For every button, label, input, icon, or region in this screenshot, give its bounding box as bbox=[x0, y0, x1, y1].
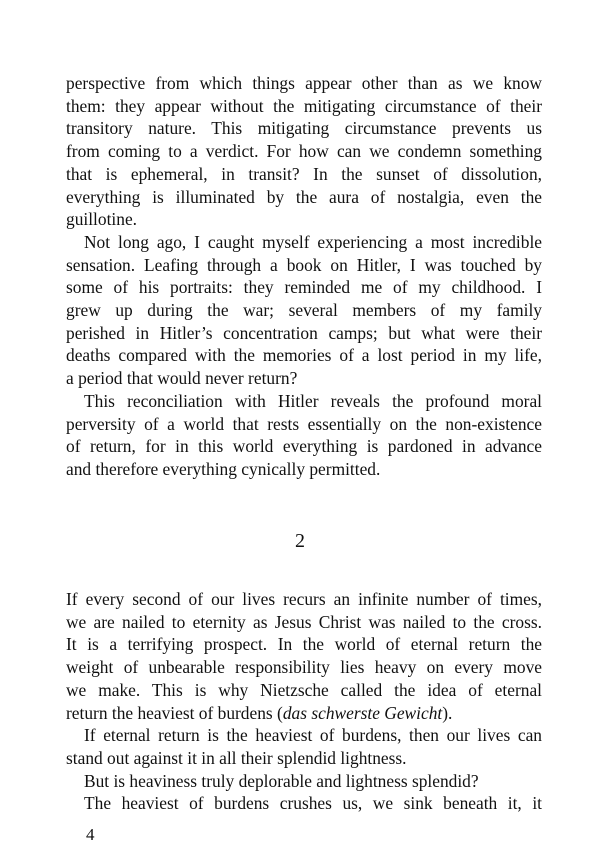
text-line: weight of unbearable responsibility lies heavy on every move bbox=[66, 657, 542, 678]
text-line: everything is illuminated by the aura of nostalgia, even the bbox=[66, 186, 542, 207]
text-block-section-2 bbox=[66, 588, 542, 815]
text-line: transitory nature. This mitigating circumstance prevents us bbox=[66, 118, 542, 139]
text-line bbox=[66, 702, 542, 725]
text-line: we are nailed to eternity as Jesus Christ was nailed to the cross. bbox=[66, 611, 542, 632]
text-line: grew up during the war; several members of my family bbox=[66, 300, 542, 321]
text-segment: return the heaviest of burdens ( bbox=[66, 702, 283, 723]
text-line: perspective from which things appear other than as we know bbox=[66, 73, 542, 93]
text-block-top bbox=[66, 72, 542, 481]
text-line: we make. This is why Nietzsche called the idea of eternal bbox=[66, 679, 542, 700]
paragraph bbox=[66, 792, 542, 815]
paragraph bbox=[66, 724, 542, 769]
text-line: But is heaviness truly deplorable and lightness splendid? bbox=[84, 770, 479, 791]
text-line: The heaviest of burdens crushes us, we sink beneath it, it bbox=[84, 793, 542, 814]
text-line: perversity of a world that rests essentially on the non-existence bbox=[66, 413, 542, 434]
text-line: and therefore everything cynically permitted. bbox=[66, 458, 381, 479]
text-line: This reconciliation with Hitler reveals the profound moral bbox=[84, 390, 542, 411]
italic-phrase: das schwerste Gewicht bbox=[282, 702, 443, 723]
text-line: deaths compared with the memories of a lost period in my life, bbox=[66, 345, 542, 366]
text-line: It is a terrifying prospect. In the world of eternal return the bbox=[66, 634, 542, 655]
text-line: from coming to a verdict. For how can we condemn something bbox=[66, 141, 542, 162]
text-line: that is ephemeral, in transit? In the sunset of dissolution, bbox=[66, 163, 542, 184]
paragraph bbox=[66, 588, 542, 724]
text-line: them: they appear without the mitigating circumstance of their bbox=[66, 95, 542, 116]
text-line: guillotine. bbox=[66, 209, 138, 230]
text-line: perished in Hitler’s concentration camps; but what were their bbox=[66, 322, 542, 343]
text-line: some of his portraits: they reminded me of my childhood. I bbox=[66, 277, 542, 298]
text-line: Not long ago, I caught myself experiencing a most incredible bbox=[84, 231, 542, 252]
text-segment: ). bbox=[442, 702, 453, 723]
paragraph bbox=[66, 390, 542, 481]
text-line: stand out against it in all their splendid lightness. bbox=[66, 747, 407, 768]
section-number: 2 bbox=[295, 530, 305, 552]
text-line: If every second of our lives recurs an infinite number of times, bbox=[66, 589, 542, 609]
text-line: If eternal return is the heaviest of burdens, then our lives can bbox=[84, 725, 542, 746]
text-line: sensation. Leafing through a book on Hitler, I was touched by bbox=[66, 254, 542, 275]
paragraph bbox=[66, 231, 542, 390]
page-number: 4 bbox=[86, 825, 95, 844]
paragraph bbox=[66, 770, 542, 793]
text-line: of return, for in this world everything is pardoned in advance bbox=[66, 436, 542, 457]
text-line: a period that would never return? bbox=[66, 368, 298, 389]
paragraph bbox=[66, 72, 542, 231]
